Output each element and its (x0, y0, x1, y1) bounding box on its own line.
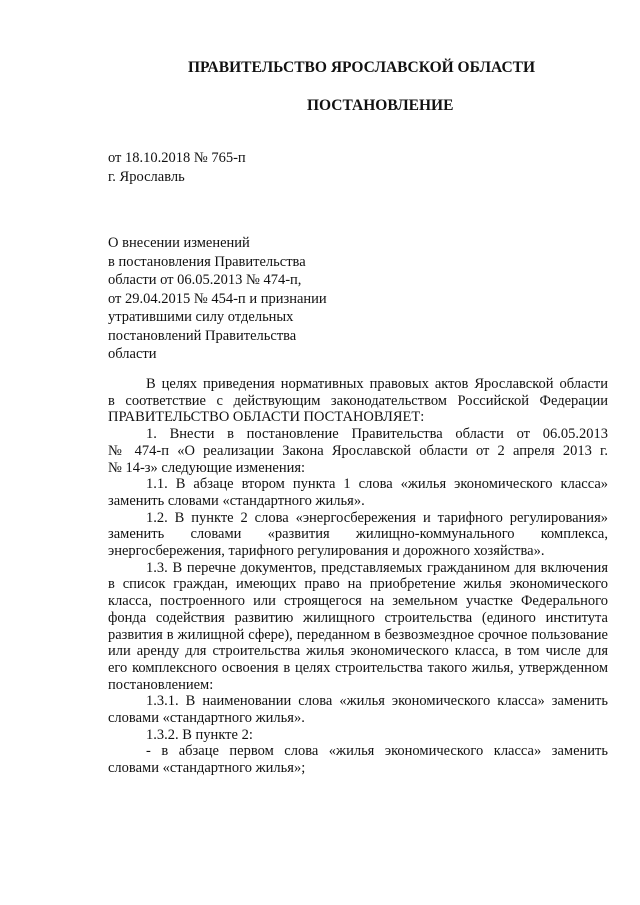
subject-line: области от 06.05.2013 № 474-п, (108, 272, 302, 288)
date-number: от 18.10.2018 № 765-п (108, 150, 246, 166)
body-line: ПРАВИТЕЛЬСТВО ОБЛАСТИ ПОСТАНОВЛЯЕТ: (108, 409, 425, 426)
body-line: 1.2. В пункте 2 слова «энергосбережения и тарифного регулирования» (146, 509, 608, 526)
body-line: - в абзаце первом слова «жилья экономического класса» заменить (146, 743, 608, 760)
body-line: 1.3.2. В пункте 2: (146, 726, 253, 743)
body-line: 1.1. В абзаце втором пункта 1 слова «жилья экономического класса» (146, 476, 608, 493)
subject-line: области (108, 346, 157, 362)
city: г. Ярославль (108, 169, 185, 185)
document-subject (108, 234, 327, 364)
body-line: словами «стандартного жилья»; (108, 760, 306, 777)
body-line: класса, построенного или строящегося на земельном участке Федерального (108, 593, 608, 610)
body-line: постановлением: (108, 676, 214, 693)
body-line: или аренду для строительства жилья экономического класса, в том числе для (108, 643, 608, 660)
subject-line: постановлений Правительства (108, 327, 297, 344)
body-line: № 14-з» следующие изменения: (108, 459, 306, 476)
body-line: словами «стандартного жилья». (108, 710, 305, 727)
body-line: энергосбережения, тарифного регулирования и дорожного хозяйства». (108, 543, 545, 560)
subject-line: О внесении изменений (108, 235, 250, 251)
body-line: 1.3.1. В наименовании слова «жилья экономического класса» заменить (146, 693, 608, 710)
subject-line: от 29.04.2015 № 454-п и признании (108, 290, 327, 307)
body-line: в список граждан, имеющих право на приобретение жилья экономического (108, 576, 608, 593)
body-line: В целях приведения нормативных правовых актов Ярославской области (146, 376, 608, 392)
subject-line: в постановления Правительства (108, 253, 306, 270)
body-line: в соответствие с действующим законодательством Российской Федерации (108, 392, 608, 409)
subject-line: утратившими силу отдельных (108, 309, 294, 325)
body-line: развития в жилищной сфере), переданном в безвозмездное срочное пользование (108, 626, 608, 643)
government-heading: ПРАВИТЕЛЬСТВО ЯРОСЛАВСКОЙ ОБЛАСТИ (188, 59, 536, 76)
body-line: заменить словами «стандартного жилья». (108, 492, 365, 509)
body-line: 1.3. В перечне документов, представляемых гражданином для включения (146, 559, 608, 576)
body-line: 1. Внести в постановление Правительства области от 06.05.2013 (146, 426, 608, 443)
body-line: № 474-п «О реализации Закона Ярославской области от 2 апреля 2013 г. (108, 442, 608, 459)
document-type-heading: ПОСТАНОВЛЕНИЕ (307, 97, 454, 114)
document-body (108, 376, 608, 777)
body-line: фонда содействия развитию жилищного строительства (единого института (108, 609, 608, 626)
body-line: заменить словами «развития жилищно-коммунального комплекса, (108, 526, 608, 543)
document-meta (108, 149, 246, 187)
body-line: его комплексного освоения в целях строительства такого жилья, утвержденном (108, 659, 608, 676)
